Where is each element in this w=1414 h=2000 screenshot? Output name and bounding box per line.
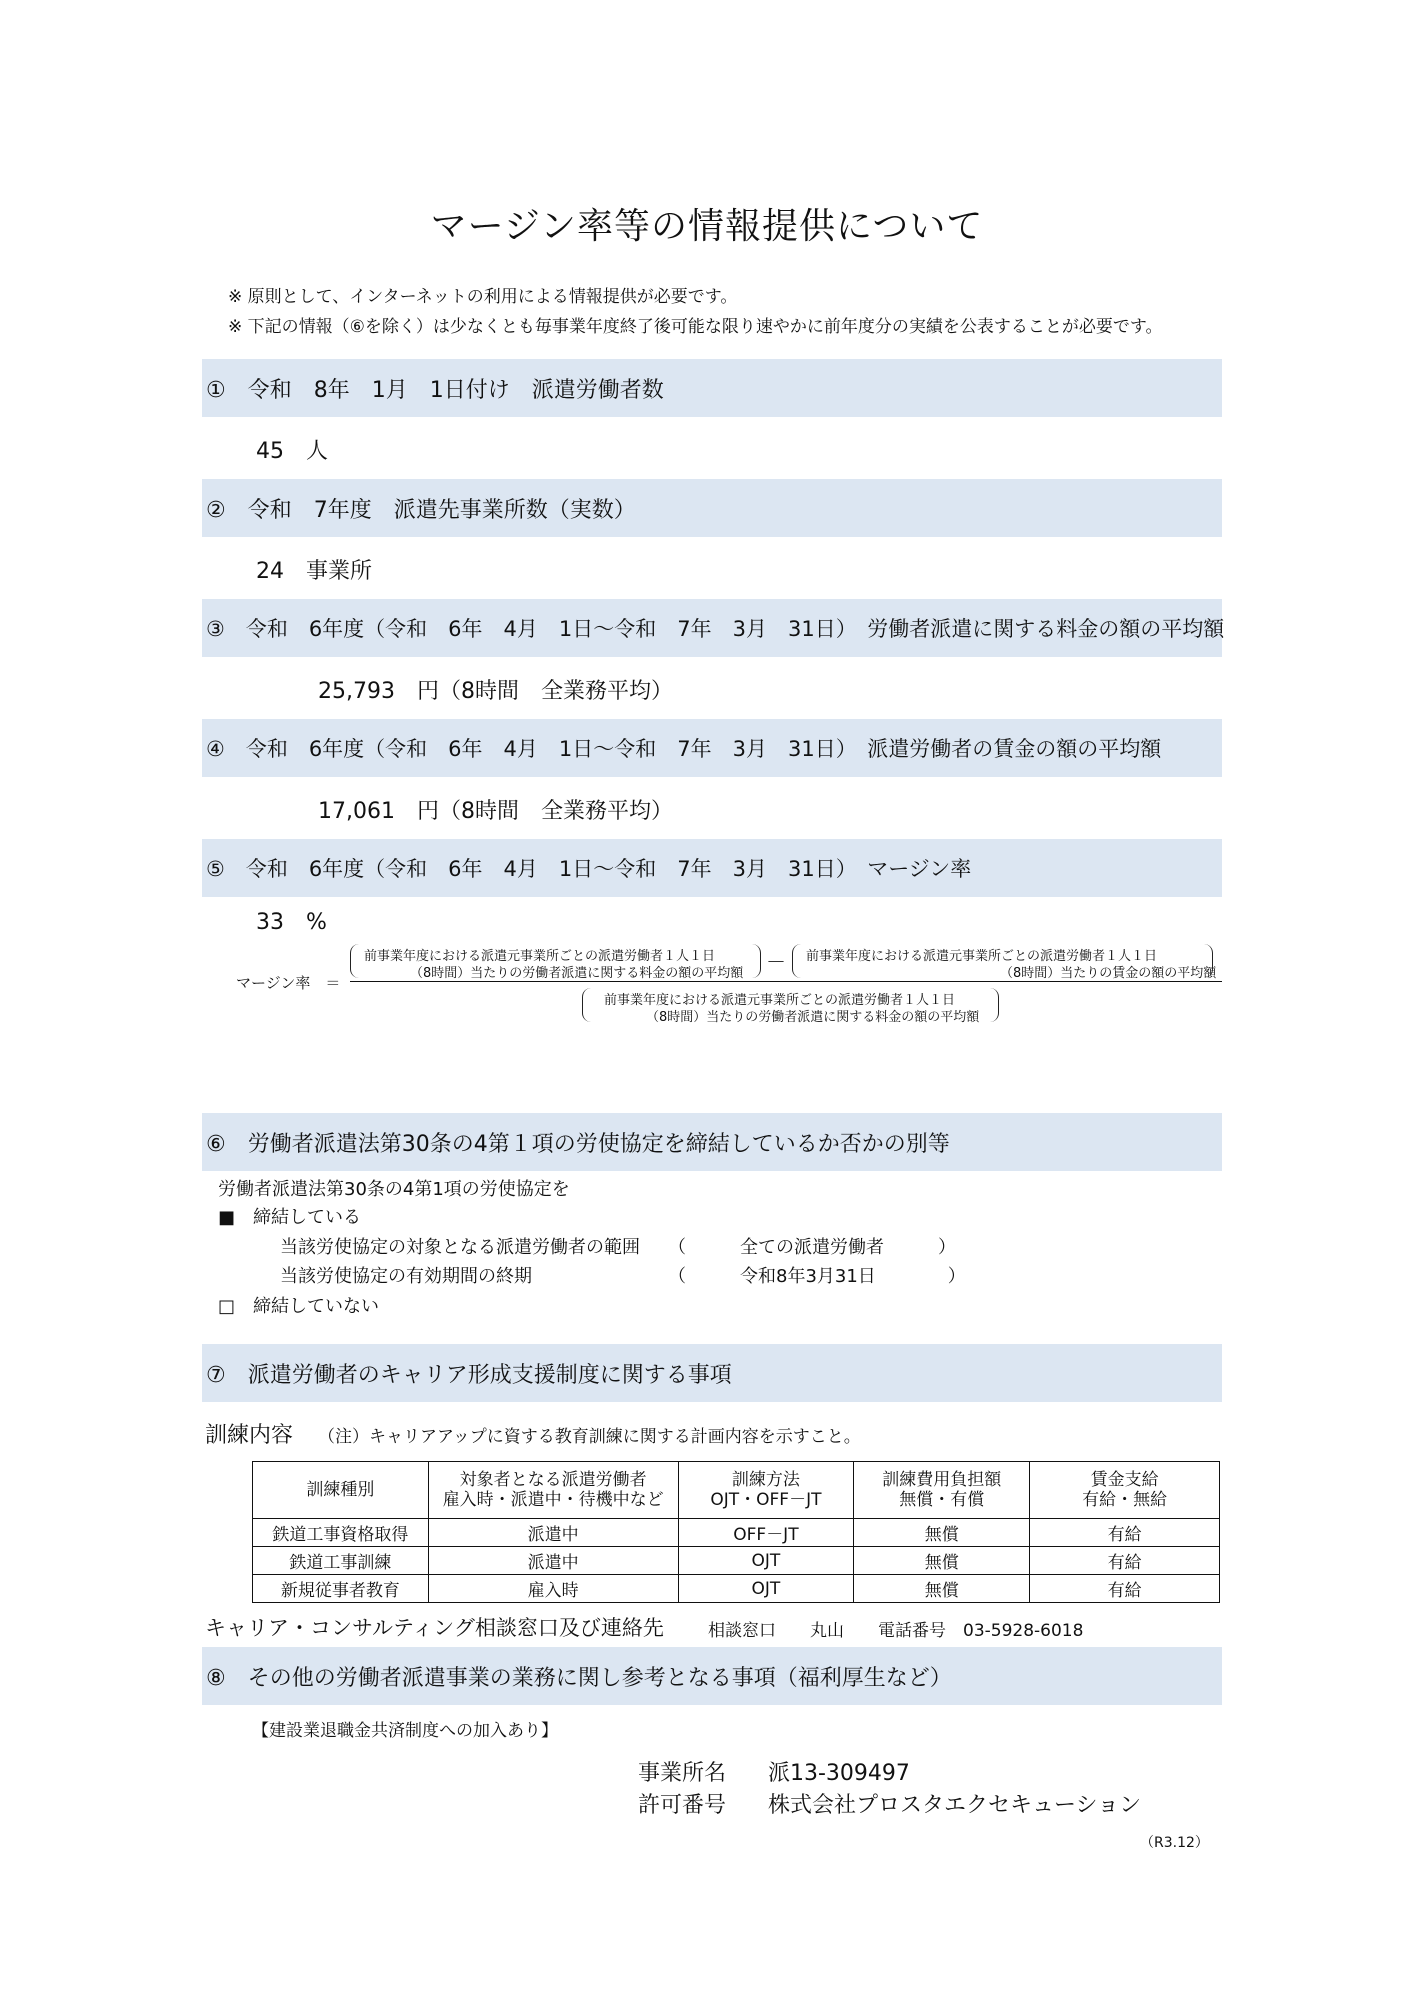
office-value: 派13-309497 — [768, 1761, 910, 1786]
bracket-right-2 — [1204, 944, 1213, 978]
section-6-intro: 労働者派遣法第30条の4第1項の労使協定を — [218, 1179, 570, 1200]
note-2: ※ 下記の情報（⑥を除く）は少なくとも毎事業年度終了後可能な限り速やかに前年度分の実績を公表することが必要です。 — [228, 317, 1163, 337]
formula-den-line2: （8時間）当たりの労働者派遣に関する料金の額の平均額 — [646, 1010, 980, 1025]
option-not-concluded: □ 締結していない — [218, 1296, 380, 1317]
section-1-heading: ① 令和 8年 1月 1日付け 派遣労働者数 — [206, 378, 664, 403]
term-label: 当該労使協定の有効期間の終期 — [280, 1266, 532, 1287]
cell-type: 鉄道工事訓練 — [253, 1547, 429, 1575]
section-6-header — [202, 1113, 1222, 1171]
formula-den-line1: 前事業年度における派遣元事業所ごとの派遣労働者１人１日 — [604, 993, 956, 1008]
version-label: （R3.12） — [1140, 1835, 1209, 1851]
cell-type: 鉄道工事資格取得 — [253, 1519, 429, 1547]
cell-cost: 無償 — [854, 1519, 1030, 1547]
section-8-header — [202, 1647, 1222, 1705]
cell-wage: 有給 — [1030, 1519, 1220, 1547]
section-2-value: 24 事業所 — [256, 559, 372, 584]
th-cost: 訓練費用負担額 無償・有償 — [854, 1462, 1030, 1519]
cell-target: 雇入時 — [428, 1575, 678, 1603]
th-method: 訓練方法 OJT・OFF－JT — [678, 1462, 854, 1519]
formula-label: マージン率 ＝ — [236, 974, 341, 992]
cell-target: 派遣中 — [428, 1519, 678, 1547]
section-4-heading: ④ 令和 6年度（令和 6年 4月 1日～令和 7年 3月 31日） 派遣労働者の賃金の額の平均額 — [206, 737, 1162, 761]
table-row — [253, 1575, 1220, 1603]
option-concluded: ■ 締結している — [218, 1207, 362, 1228]
permit-value: 株式会社プロスタエクセキューション — [768, 1793, 1142, 1818]
formula-num1-line2: （8時間）当たりの労働者派遣に関する料金の額の平均額 — [410, 966, 744, 981]
term-value: （ 令和8年3月31日 ） — [668, 1266, 966, 1287]
section-6-heading: ⑥ 労働者派遣法第30条の4第１項の労使協定を締結しているか否かの別等 — [206, 1132, 950, 1157]
section-8-note: 【建設業退職金共済制度への加入あり】 — [252, 1721, 558, 1741]
formula-minus: － — [766, 950, 786, 974]
section-4-header — [202, 719, 1222, 777]
training-table — [252, 1461, 1220, 1603]
formula-num1-line1: 前事業年度における派遣元事業所ごとの派遣労働者１人１日 — [364, 949, 716, 964]
permit-label: 許可番号 — [638, 1793, 727, 1818]
section-2-header — [202, 479, 1222, 537]
section-3-value: 25,793 円（8時間 全業務平均） — [318, 679, 673, 704]
section-8-heading: ⑧ その他の労働者派遣事業の業務に関し参考となる事項（福利厚生など） — [206, 1666, 952, 1691]
cell-wage: 有給 — [1030, 1547, 1220, 1575]
cell-type: 新規従事者教育 — [253, 1575, 429, 1603]
section-3-heading: ③ 令和 6年度（令和 6年 4月 1日～令和 7年 3月 31日） 労働者派遣に関する料金の額の平均額 — [206, 617, 1225, 641]
bracket-left-2 — [792, 944, 801, 978]
scope-value: （ 全ての派遣労働者 ） — [668, 1237, 956, 1258]
section-5-value: 33 % — [256, 910, 327, 935]
page-title: マージン率等の情報提供について — [430, 206, 984, 247]
fraction-line — [350, 981, 1222, 982]
section-3-header — [202, 599, 1225, 657]
cell-target: 派遣中 — [428, 1547, 678, 1575]
note-1: ※ 原則として、インターネットの利用による情報提供が必要です。 — [228, 287, 738, 307]
section-2-heading: ② 令和 7年度 派遣先事業所数（実数） — [206, 498, 636, 523]
cell-method: OJT — [678, 1547, 854, 1575]
cell-cost: 無償 — [854, 1575, 1030, 1603]
table-row — [253, 1519, 1220, 1547]
training-note: （注）キャリアアップに資する教育訓練に関する計画内容を示すこと。 — [318, 1427, 861, 1447]
cell-wage: 有給 — [1030, 1575, 1220, 1603]
section-1-header — [202, 359, 1222, 417]
section-4-value: 17,061 円（8時間 全業務平均） — [318, 799, 673, 824]
bracket-right-1 — [752, 944, 761, 978]
bracket-left-3 — [582, 988, 591, 1022]
section-7-header — [202, 1344, 1222, 1402]
formula-num2-line2: （8時間）当たりの賃金の額の平均額 — [1000, 966, 1217, 981]
th-type: 訓練種別 — [253, 1462, 429, 1519]
cell-method: OJT — [678, 1575, 854, 1603]
section-1-value: 45 人 — [256, 439, 328, 464]
cell-cost: 無償 — [854, 1547, 1030, 1575]
office-label: 事業所名 — [638, 1761, 727, 1786]
th-wage: 賃金支給 有給・無給 — [1030, 1462, 1220, 1519]
bracket-right-3 — [990, 988, 999, 1022]
table-row — [253, 1547, 1220, 1575]
consult-detail: 相談窓口 丸山 電話番号 03-5928-6018 — [708, 1621, 1084, 1641]
bracket-left-1 — [350, 944, 359, 978]
section-5-header — [202, 839, 1222, 897]
section-5-heading: ⑤ 令和 6年度（令和 6年 4月 1日～令和 7年 3月 31日） マージン率 — [206, 857, 972, 881]
scope-label: 当該労使協定の対象となる派遣労働者の範囲 — [280, 1237, 640, 1258]
cell-method: OFF－JT — [678, 1519, 854, 1547]
section-7-heading: ⑦ 派遣労働者のキャリア形成支援制度に関する事項 — [206, 1363, 732, 1388]
consult-title: キャリア・コンサルティング相談窓口及び連絡先 — [205, 1616, 664, 1640]
formula-num2-line1: 前事業年度における派遣元事業所ごとの派遣労働者１人１日 — [806, 949, 1158, 964]
th-target: 対象者となる派遣労働者 雇入時・派遣中・待機中など — [428, 1462, 678, 1519]
training-title: 訓練内容 — [205, 1423, 294, 1448]
table-header-row — [253, 1462, 1220, 1519]
